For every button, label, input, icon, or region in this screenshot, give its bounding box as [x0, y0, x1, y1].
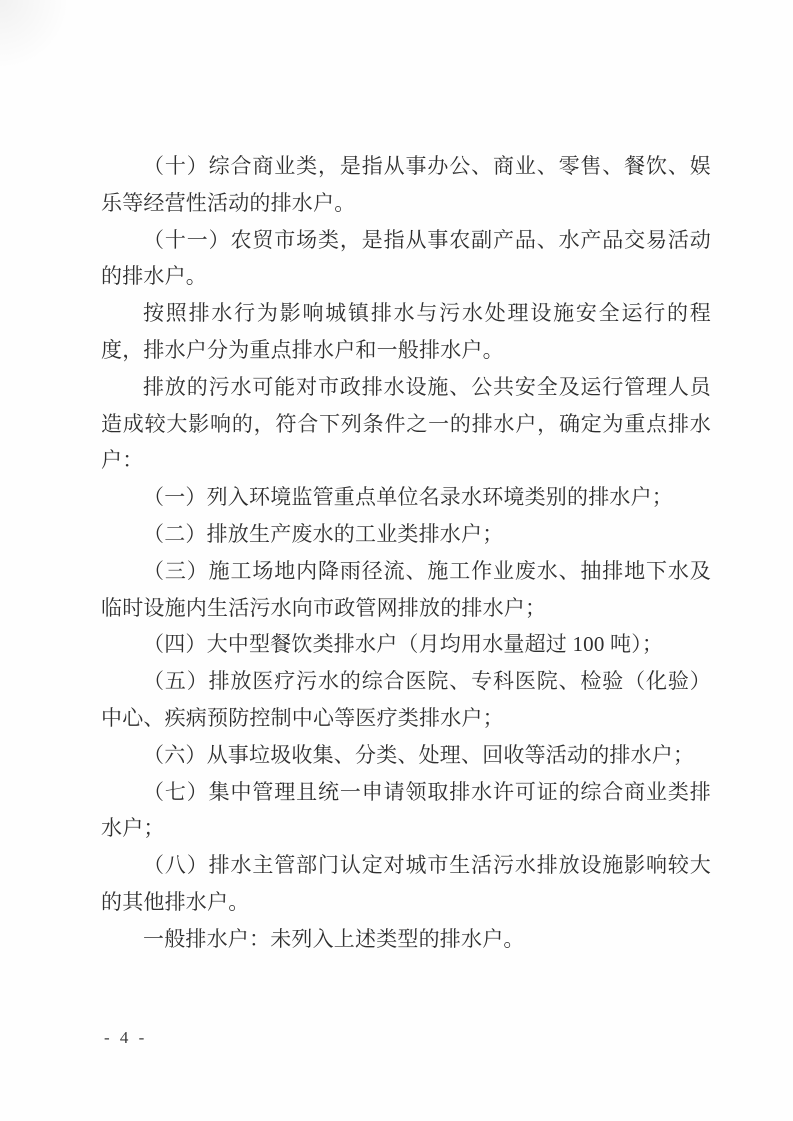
paragraph: （十一）农贸市场类，是指从事农副产品、水产品交易活动的排水户。 — [101, 227, 711, 289]
paragraph: 一般排水户：未列入上述类型的排水户。 — [143, 926, 525, 951]
paragraph: （二）排放生产废水的工业类排水户； — [143, 521, 504, 546]
paragraph: （四）大中型餐饮类排水户（月均用水量超过 100 吨）； — [143, 632, 664, 657]
paragraph: （八）排水主管部门认定对城市生活污水排放设施影响较大的其他排水户。 — [101, 853, 711, 914]
paragraph: （六）从事垃圾收集、分类、处理、回收等活动的排水户； — [143, 742, 695, 767]
paragraph: （七）集中管理且统一申请领取排水许可证的综合商业类排水户； — [101, 779, 711, 841]
paragraph: 排放的污水可能对市政排水设施、公共安全及运行管理人员造成较大影响的，符合下列条件之一的排水户，确定为重点排水户： — [101, 374, 711, 473]
paragraph: 按照排水行为影响城镇排水与污水处理设施安全运行的程度，排水户分为重点排水户和一般排水户。 — [101, 301, 711, 362]
paragraph: （一）列入环境监管重点单位名录水环境类别的排水户； — [143, 485, 673, 510]
paragraph: （三）施工场地内降雨径流、施工作业废水、抽排地下水及临时设施内生活污水向市政管网排放的排水户； — [101, 558, 711, 620]
page-number: - 4 - — [104, 1028, 148, 1047]
paragraph: （十）综合商业类，是指从事办公、商业、零售、餐饮、娱乐等经营性活动的排水户。 — [101, 154, 711, 215]
text-content — [101, 148, 711, 958]
paragraph: （五）排放医疗污水的综合医院、专科医院、检验（化验）中心、疾病预防控制中心等医疗类排水户； — [101, 669, 711, 730]
